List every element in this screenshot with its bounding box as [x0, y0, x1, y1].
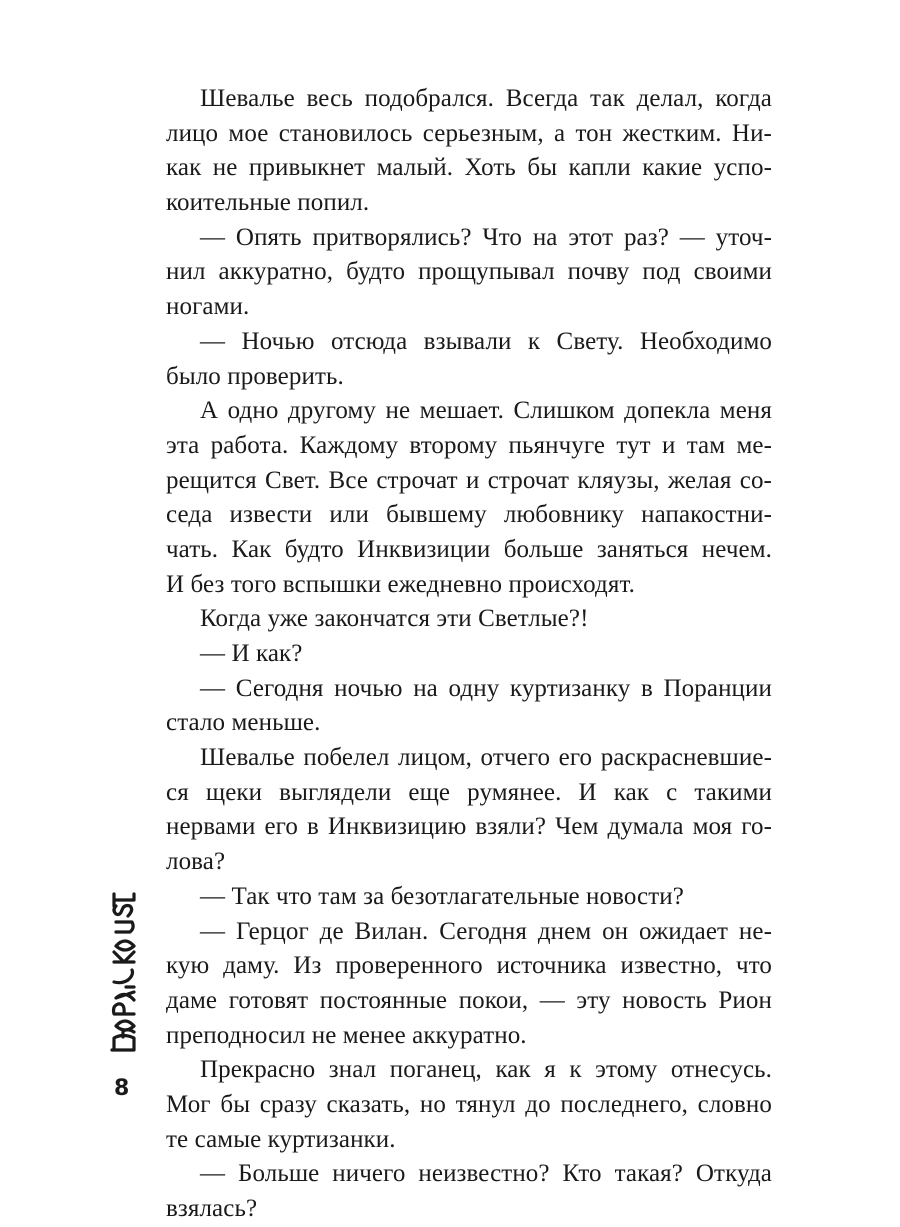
text-line: лова? [166, 848, 226, 876]
text-line: — И как? [200, 640, 303, 667]
text-line: кую даму. Из проверенного источника известно, что [166, 952, 772, 980]
author-signature-glyph [104, 888, 144, 1058]
page-number: 8 [114, 1076, 130, 1101]
text-line: Мог бы сразу сказать, но тянул до последнего, словно [166, 1090, 772, 1118]
text-line: — Больше ничего неизвестно? Кто такая? Откуда [200, 1160, 772, 1188]
text-line: Шевалье побелел лицом, отчего его раскрасневшие- [200, 744, 772, 772]
text-line: — Опять притворялись? Что на этот раз? — уточ- [200, 223, 772, 251]
text-line: Прекрасно знал поганец, как я к этому отнесусь. [200, 1056, 772, 1084]
text-line: стало меньше. [166, 709, 321, 737]
text-line: нервами его в Инквизицию взяли? Чем думала моя го- [166, 813, 772, 841]
text-line: лицо мое становилось серьезным, а тон жестким. Ни- [166, 119, 772, 147]
text-line: — Герцог де Вилан. Сегодня днем он ожидает не- [200, 917, 772, 945]
text-line: Когда уже закончатся эти Светлые?! [200, 605, 589, 633]
text-line: взялась? [166, 1195, 258, 1222]
text-line: преподносил не менее аккуратно. [166, 1021, 527, 1049]
text-line: ся щеки выглядели еще румянее. И как с такими [166, 778, 772, 806]
text-line: даме готовят постоянные покои, — эту новость Рион [166, 986, 772, 1014]
text-line: — Сегодня ночью на одну куртизанку в Поранции [200, 674, 772, 702]
text-line: рещится Свет. Все строчат и строчат кляузы, желая со- [166, 466, 772, 494]
text-line: нил аккуратно, будто прощупывал почву под своими [166, 258, 772, 286]
text-line: А одно другому не мешает. Слишком допекла меня [200, 397, 772, 425]
text-line: Шевалье весь подобрался. Всегда так делал, когда [200, 85, 772, 112]
text-line: ногами. [166, 293, 250, 321]
text-line: те самые куртизанки. [166, 1125, 396, 1153]
text-line: И без того вспышки ежедневно происходят. [166, 570, 635, 598]
text-line: как не привыкнет малый. Хоть бы капли какие успо- [166, 154, 772, 182]
text-line: чать. Как будто Инквизиции больше заняться нечем. [166, 535, 772, 563]
text-line: эта работа. Каждому второму пьянчуге тут и там ме- [166, 431, 772, 459]
text-line: седа извести или бывшему любовнику напакостни- [166, 501, 772, 529]
text-line: — Ночью отсюда взывали к Свету. Необходимо [200, 327, 772, 355]
text-line: коительные попил. [166, 189, 370, 217]
text-line: было проверить. [166, 362, 344, 390]
body-text [166, 82, 772, 1227]
author-signature [104, 888, 144, 1058]
text-line: — Так что там за безотлагательные новости? [200, 882, 684, 910]
